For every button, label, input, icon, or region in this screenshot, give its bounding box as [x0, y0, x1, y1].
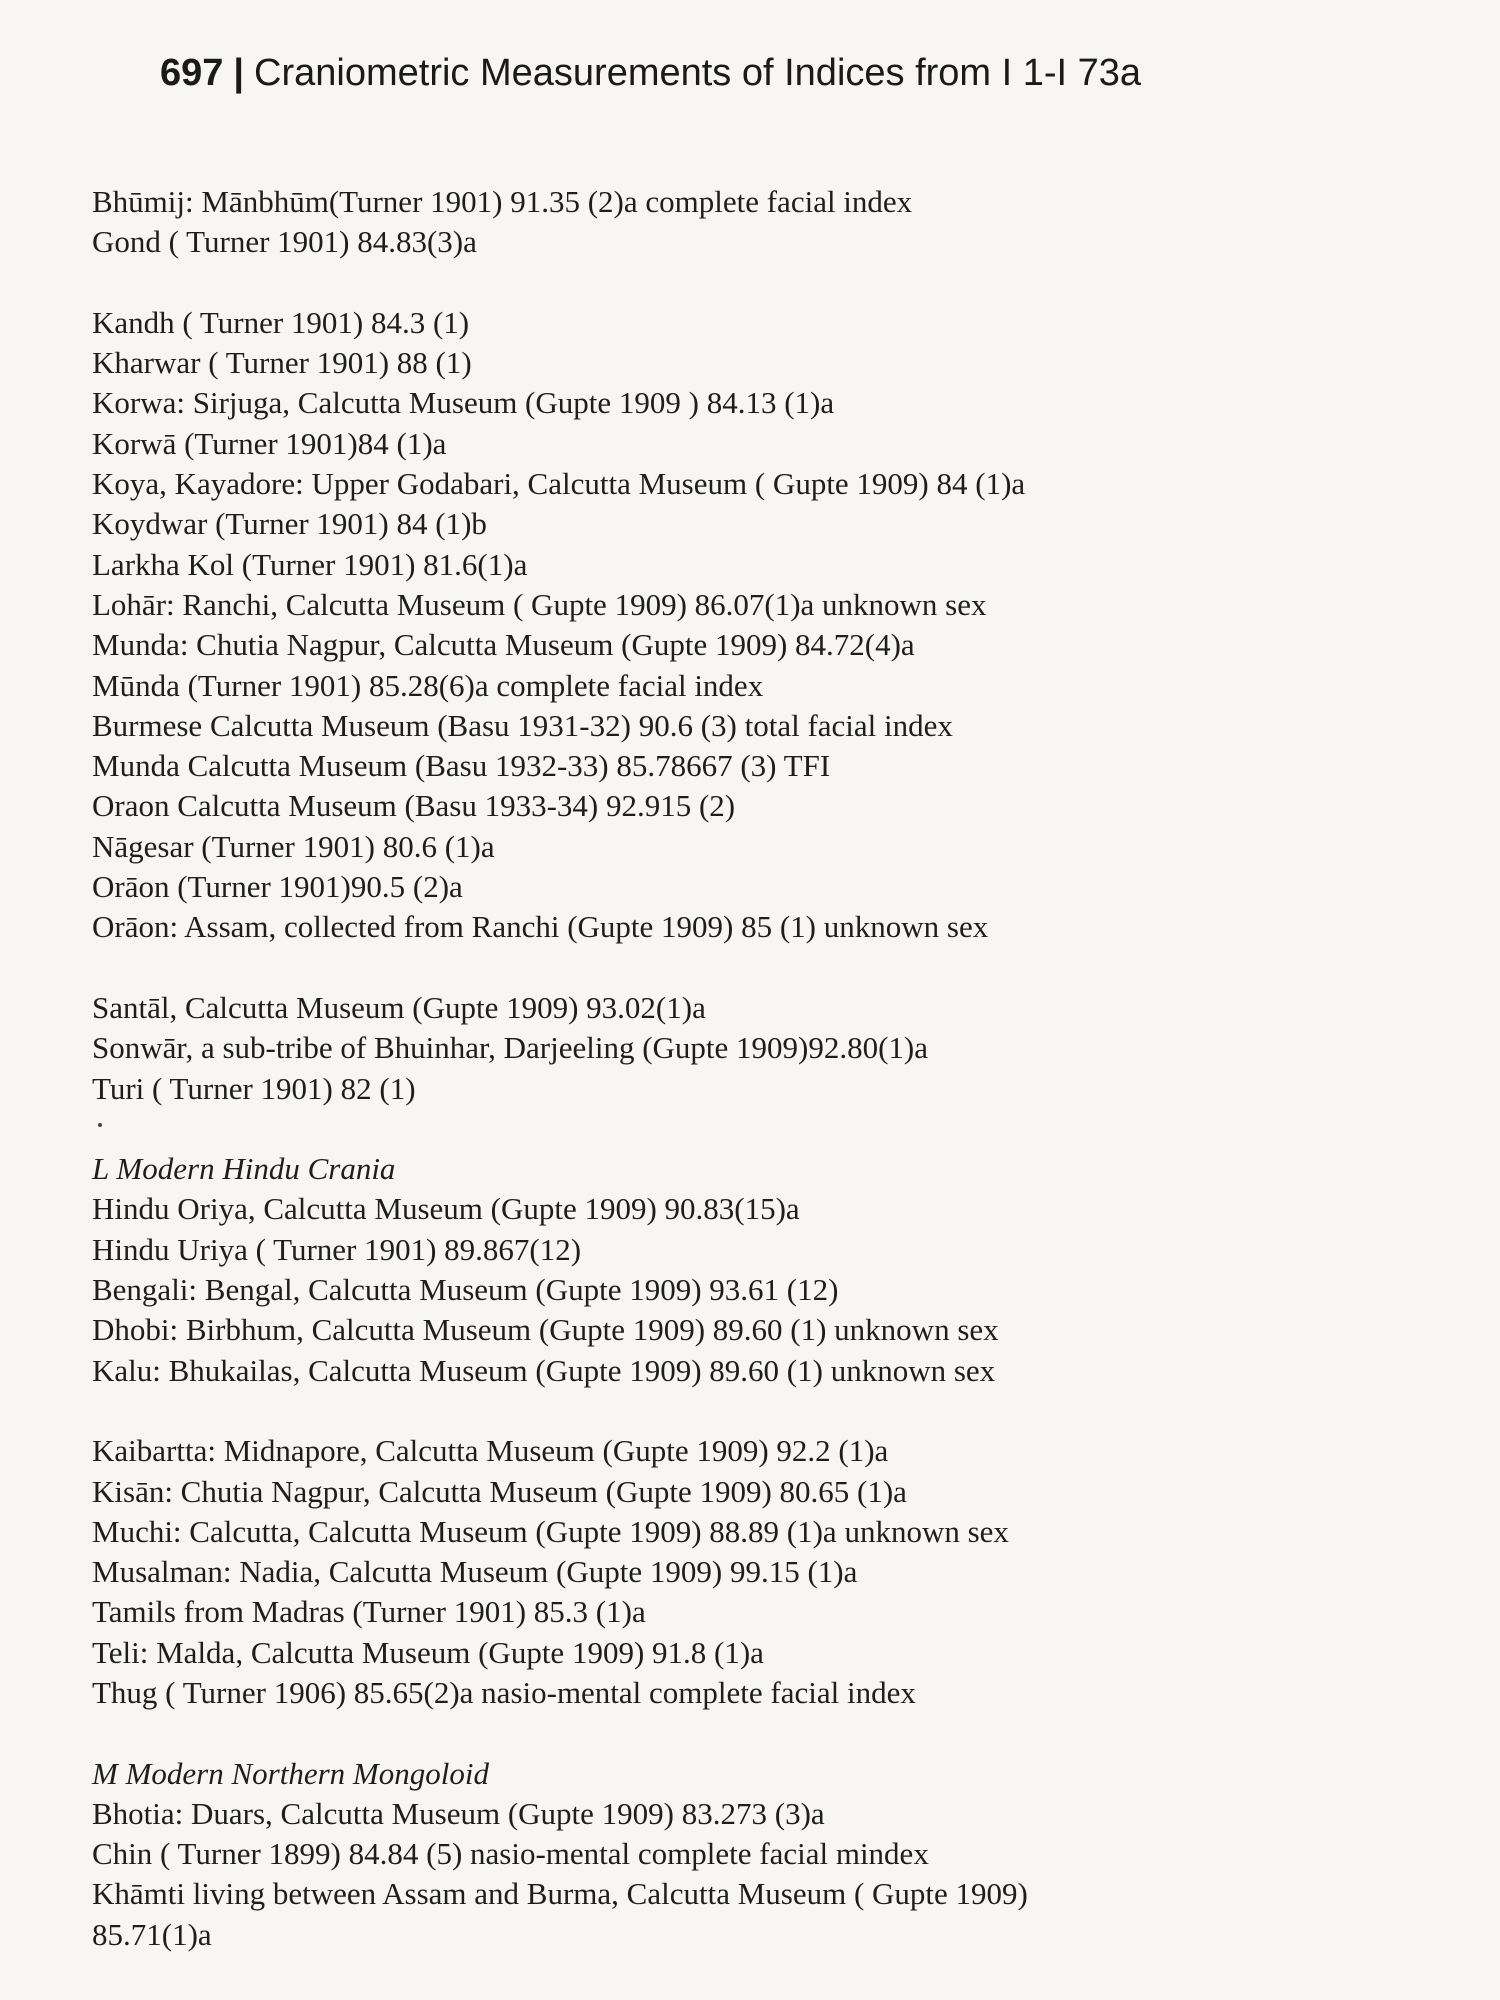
entry-line: Khāmti living between Assam and Burma, Calcutta Museum ( Gupte 1909) [92, 1876, 1028, 1912]
section-heading: L Modern Hindu Crania [92, 1151, 396, 1187]
entry-line: Santāl, Calcutta Museum (Gupte 1909) 93.02(1)a [92, 989, 706, 1025]
entry-line: Bhotia: Duars, Calcutta Museum (Gupte 1909) 83.273 (3)a [92, 1795, 825, 1831]
entry-line: Hindu Uriya ( Turner 1901) 89.867(12) [92, 1231, 582, 1267]
page-title: Craniometric Measurements of Indices from I 1-I 73a [254, 52, 1142, 94]
section-heading: M Modern Northern Mongoloid [92, 1755, 489, 1791]
entry-line: 85.71(1)a [92, 1916, 212, 1952]
entry-line: Chin ( Turner 1899) 84.84 (5) nasio-mental complete facial mindex [92, 1836, 929, 1872]
paragraph-gap [92, 1713, 1472, 1753]
stray-dot [92, 1109, 1472, 1149]
entry-line: Kisān: Chutia Nagpur, Calcutta Museum (Gupte 1909) 80.65 (1)a [92, 1473, 907, 1509]
entry-line: Kaibartta: Midnapore, Calcutta Museum (Gupte 1909) 92.2 (1)a [92, 1433, 889, 1469]
entry-line: Korwa: Sirjuga, Calcutta Museum (Gupte 1909 ) 84.13 (1)a [92, 385, 835, 421]
entry-line: Larkha Kol (Turner 1901) 81.6(1)a [92, 546, 528, 582]
entry-line: Nāgesar (Turner 1901) 80.6 (1)a [92, 828, 495, 864]
header-separator: | [233, 52, 245, 94]
entry-line: Dhobi: Birbhum, Calcutta Museum (Gupte 1909) 89.60 (1) unknown sex [92, 1312, 999, 1348]
entry-line: Oraon Calcutta Museum (Basu 1933-34) 92.915 (2) [92, 788, 736, 824]
entry-line: Hindu Oriya, Calcutta Museum (Gupte 1909) 90.83(15)a [92, 1191, 800, 1227]
entry-line: Musalman: Nadia, Calcutta Museum (Gupte 1909) 99.15 (1)a [92, 1554, 858, 1590]
entry-line: Mūnda (Turner 1901) 85.28(6)a complete facial index [92, 667, 764, 703]
entry-line: Gond ( Turner 1901) 84.83(3)a [92, 224, 477, 260]
entry-line: Koydwar (Turner 1901) 84 (1)b [92, 506, 487, 542]
entry-line: Bengali: Bengal, Calcutta Museum (Gupte 1909) 93.61 (12) [92, 1272, 839, 1308]
entry-line: Orāon: Assam, collected from Ranchi (Gupte 1909) 85 (1) unknown sex [92, 909, 989, 945]
entry-line: Sonwār, a sub-tribe of Bhuinhar, Darjeeling (Gupte 1909)92.80(1)a [92, 1030, 929, 1066]
entry-line: Kandh ( Turner 1901) 84.3 (1) [92, 304, 470, 340]
entry-line: Thug ( Turner 1906) 85.65(2)a nasio-mental complete facial index [92, 1674, 916, 1710]
entry-line: Koya, Kayadore: Upper Godabari, Calcutta Museum ( Gupte 1909) 84 (1)a [92, 466, 1026, 502]
paragraph-gap [92, 948, 1472, 988]
page-number: 697 [160, 52, 224, 94]
entry-line: Turi ( Turner 1901) 82 (1) [92, 1070, 416, 1106]
paragraph-gap [92, 1391, 1472, 1431]
entry-line: Teli: Malda, Calcutta Museum (Gupte 1909) 91.8 (1)a [92, 1634, 764, 1670]
entry-line: Burmese Calcutta Museum (Basu 1931-32) 90.6 (3) total facial index [92, 707, 953, 743]
entry-line: Bhūmij: Mānbhūm(Turner 1901) 91.35 (2)a complete facial index [92, 184, 913, 219]
page-header [160, 52, 1141, 95]
entry-line: Tamils from Madras (Turner 1901) 85.3 (1)a [92, 1594, 646, 1630]
entry-line: Kalu: Bhukailas, Calcutta Museum (Gupte 1909) 89.60 (1) unknown sex [92, 1352, 996, 1388]
entry-line: Munda: Chutia Nagpur, Calcutta Museum (Gupte 1909) 84.72(4)a [92, 627, 915, 663]
entry-line: Lohār: Ranchi, Calcutta Museum ( Gupte 1909) 86.07(1)a unknown sex [92, 586, 987, 622]
entry-line: Muchi: Calcutta, Calcutta Museum (Gupte 1909) 88.89 (1)a unknown sex [92, 1513, 1009, 1549]
paragraph-gap [92, 263, 1472, 303]
dot-mark [98, 1123, 102, 1127]
entry-line: Orāon (Turner 1901)90.5 (2)a [92, 869, 463, 905]
entry-list [92, 182, 1472, 1955]
entry-line: Korwā (Turner 1901)84 (1)a [92, 425, 447, 461]
entry-line: Kharwar ( Turner 1901) 88 (1) [92, 345, 472, 381]
entry-line: Munda Calcutta Museum (Basu 1932-33) 85.78667 (3) TFI [92, 748, 831, 784]
